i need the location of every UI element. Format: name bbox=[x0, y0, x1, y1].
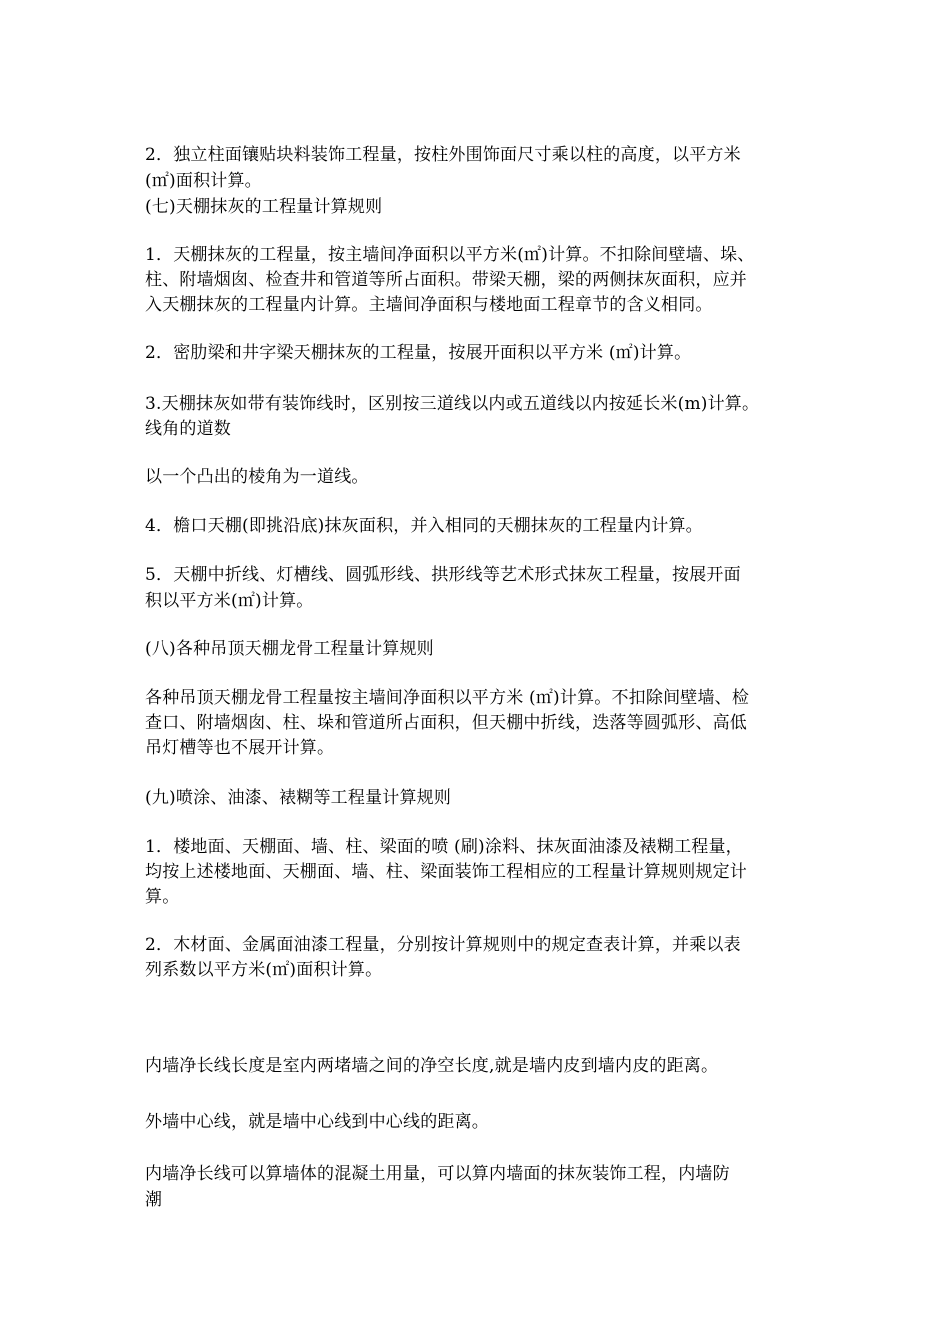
text-line: 2．木材面、金属面油漆工程量，分别按计算规则中的规定查表计算，并乘以表 bbox=[145, 935, 741, 955]
text-line: 2．密肋梁和井字梁天棚抹灰的工程量，按展开面积以平方米 (㎡)计算。 bbox=[145, 343, 692, 363]
text-line: 均按上述楼地面、天棚面、墙、柱、梁面装饰工程相应的工程量计算规则规定计 bbox=[145, 862, 747, 882]
text-line: (㎡)面积计算。 bbox=[145, 171, 262, 191]
text-line: 各种吊顶天棚龙骨工程量按主墙间净面积以平方米 (㎡)计算。不扣除间壁墙、检 bbox=[145, 688, 750, 708]
text-line: 吊灯槽等也不展开计算。 bbox=[145, 738, 335, 758]
text-line: 内墙净长线可以算墙体的混凝土用量，可以算内墙面的抹灰装饰工程，内墙防 bbox=[145, 1164, 730, 1184]
section-heading: (九)喷涂、油漆、裱糊等工程量计算规则 bbox=[145, 788, 452, 808]
text-line: 柱、附墙烟囱、检查井和管道等所占面积。带梁天棚，梁的两侧抹灰面积，应并 bbox=[145, 270, 747, 290]
text-line: 外墙中心线，就是墙中心线到中心线的距离。 bbox=[145, 1112, 489, 1132]
text-line: 潮 bbox=[145, 1190, 163, 1210]
text-line: 1．楼地面、天棚面、墙、柱、梁面的喷 (刷)涂料、抹灰面油漆及裱糊工程量， bbox=[145, 837, 743, 857]
text-line: 积以平方米(㎡)计算。 bbox=[145, 591, 314, 611]
text-line: 入天棚抹灰的工程量内计算。主墙间净面积与楼地面工程章节的含义相同。 bbox=[145, 295, 713, 315]
text-line: 以一个凸出的棱角为一道线。 bbox=[145, 467, 369, 487]
text-line: 列系数以平方米(㎡)面积计算。 bbox=[145, 960, 383, 980]
section-heading: (七)天棚抹灰的工程量计算规则 bbox=[145, 197, 383, 217]
text-line: 4．檐口天棚(即挑沿底)抹灰面积，并入相同的天棚抹灰的工程量内计算。 bbox=[145, 516, 703, 536]
text-line: 5．天棚中折线、灯槽线、圆弧形线、拱形线等艺术形式抹灰工程量，按展开面 bbox=[145, 565, 741, 585]
section-heading: (八)各种吊顶天棚龙骨工程量计算规则 bbox=[145, 639, 434, 659]
text-line: 查口、附墙烟囱、柱、垛和管道所占面积，但天棚中折线，迭落等圆弧形、高低 bbox=[145, 713, 747, 733]
text-line: 线角的道数 bbox=[145, 419, 231, 439]
text-line: 内墙净长线长度是室内两堵墙之间的净空长度,就是墙内皮到墙内皮的距离。 bbox=[145, 1056, 719, 1076]
text-line: 1．天棚抹灰的工程量，按主墙间净面积以平方米(㎡)计算。不扣除间壁墙、垛、 bbox=[145, 245, 755, 265]
text-line: 2．独立柱面镶贴块料装饰工程量，按柱外围饰面尺寸乘以柱的高度，以平方米 bbox=[145, 145, 741, 165]
text-line: 算。 bbox=[145, 887, 180, 907]
text-line: 3.天棚抹灰如带有装饰线时，区别按三道线以内或五道线以内按延长米(m)计算。 bbox=[145, 394, 760, 414]
